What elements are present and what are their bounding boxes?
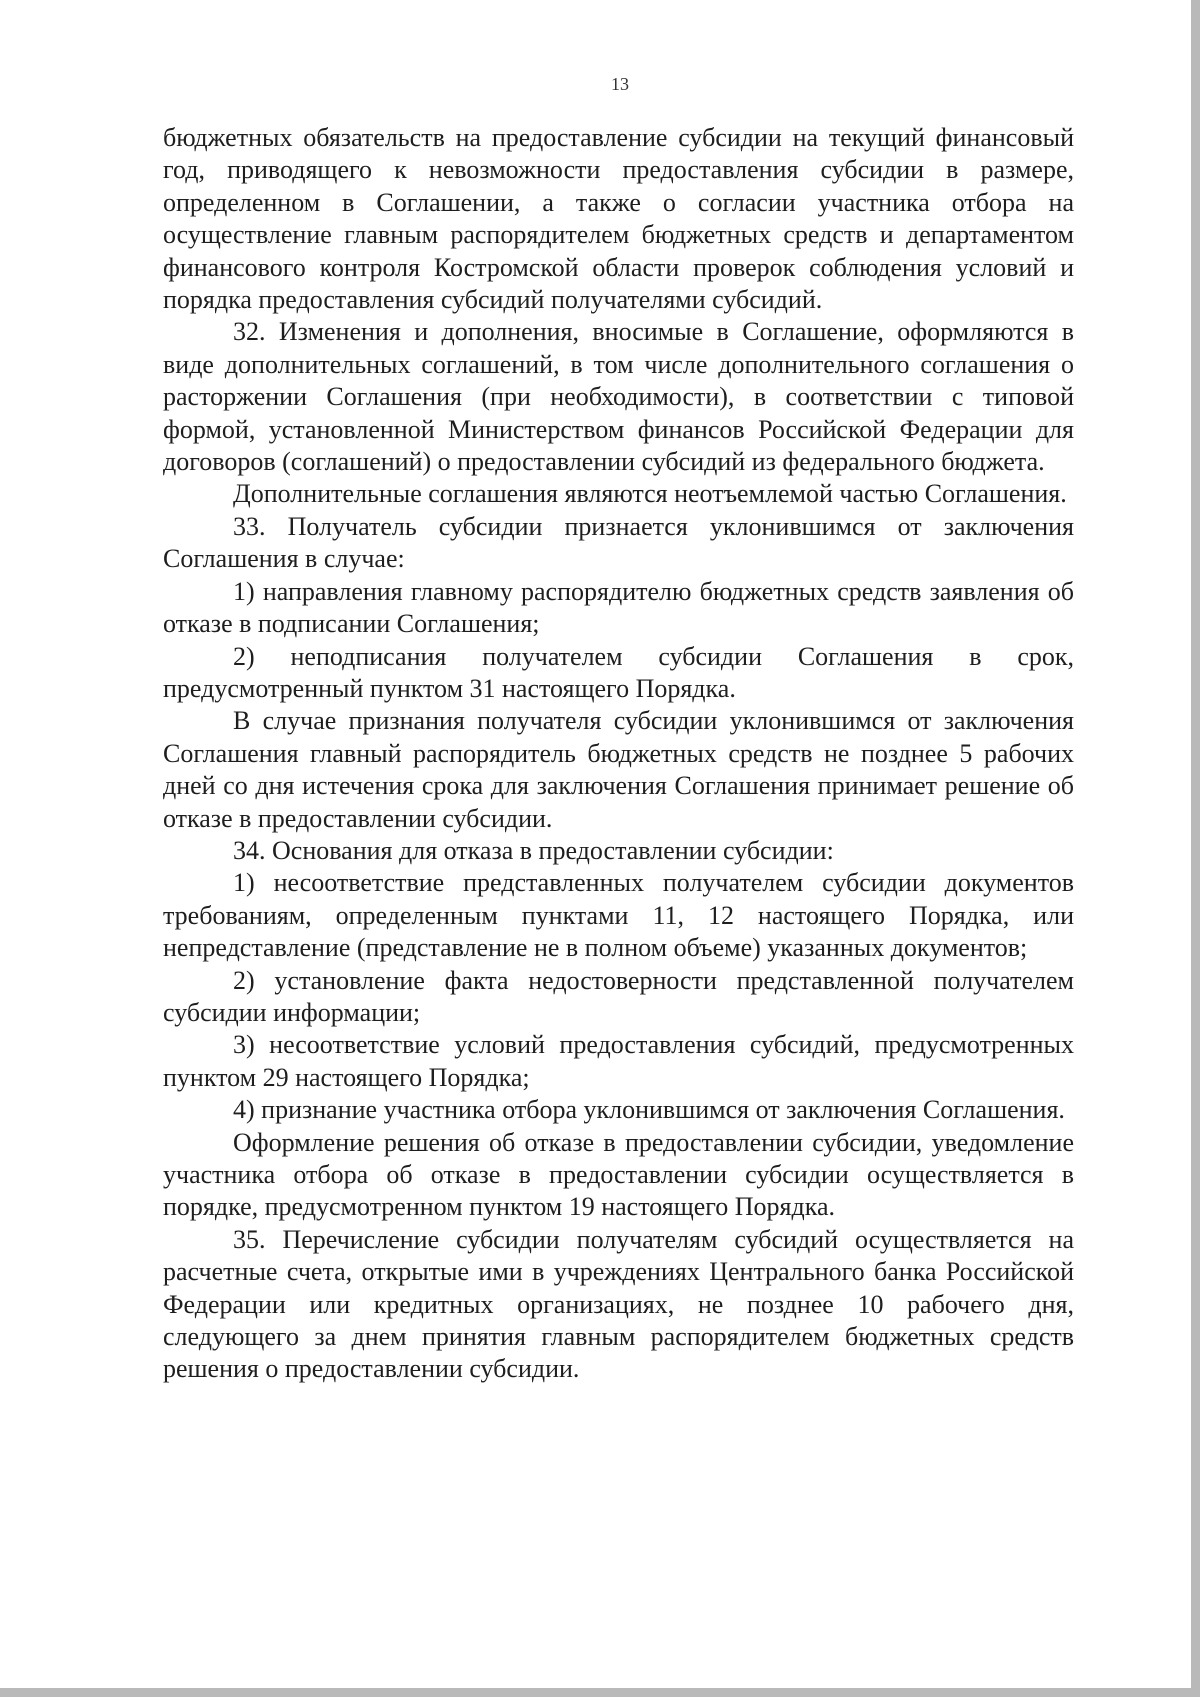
scan-edge-bottom [0, 1688, 1200, 1697]
paragraph-clause-33-item-2: 2) неподписания получателем субсидии Соглашения в срок, предусмотренный пунктом 31 настоящего Порядка. [163, 641, 1074, 703]
paragraph-clause-34: 34. Основания для отказа в предоставлении субсидии: [233, 835, 834, 865]
paragraph-clause-35: 35. Перечисление субсидии получателям субсидий осуществляется на расчетные счета, открытые ими в учреждениях Центрального банка Российской Федерации или кредитных организациях, не позднее 10 рабочего дня, следующего за днем принятия главным распорядителем бюджетных средств решения о предоставлении субсидии. [163, 1224, 1074, 1384]
paragraph-clause-33-item-1: 1) направления главному распорядителю бюджетных средств заявления об отказе в подписании Соглашения; [163, 576, 1074, 639]
paragraph-clause-34-item-2: 2) установление факта недостоверности представленной получателем субсидии информации; [163, 965, 1074, 1027]
paragraph-clause-33: 33. Получатель субсидии признается уклонившимся от заключения Соглашения в случае: [163, 511, 1074, 574]
page-number: 13 [611, 74, 629, 94]
paragraph-clause-34-item-3: 3) несоответствие условий предоставления субсидий, предусмотренных пунктом 29 настоящего Порядка; [163, 1030, 1074, 1092]
scan-edge-right [1191, 0, 1200, 1697]
paragraph-clause-34-item-1: 1) несоответствие представленных получателем субсидии документов требованиям, определенным пунктами 11, 12 настоящего Порядка, или непредставление (представление не в полном объеме) указанных документов; [163, 868, 1074, 963]
document-body [163, 122, 1074, 1386]
paragraph-continuation: бюджетных обязательств на предоставление субсидии на текущий финансовый год, приводящего к невозможности предоставления субсидии в размере, определенном в Соглашении, а также о согласии участника отбора на осуществление главным распорядителем бюджетных средств и департаментом финансового контроля Костромской области проверок соблюдения условий и порядка предоставления субсидий получателями субсидий. [163, 123, 1074, 315]
paragraph-additional-agreements: Дополнительные соглашения являются неотъемлемой частью Соглашения. [233, 479, 1067, 509]
paragraph-evasion-decision: В случае признания получателя субсидии уклонившимся от заключения Соглашения главный распорядитель бюджетных средств не позднее 5 рабочих дней со дня истечения срока для заключения Соглашения принимает решение об отказе в предоставлении субсидии. [163, 706, 1074, 833]
paragraph-refusal-notice: Оформление решения об отказе в предоставлении субсидии, уведомление участника отбора об отказе в предоставлении субсидии осуществляется в порядке, предусмотренном пунктом 19 настоящего Порядка. [163, 1127, 1074, 1222]
paragraph-clause-34-item-4: 4) признание участника отбора уклонившимся от заключения Соглашения. [233, 1095, 1065, 1125]
paragraph-clause-32: 32. Изменения и дополнения, вносимые в Соглашение, оформляются в виде дополнительных соглашений, в том числе дополнительного соглашения о расторжении Соглашения (при необходимости), в соответствии с типовой формой, установленной Министерством финансов Российской Федерации для договоров (соглашений) о предоставлении субсидий из федерального бюджета. [163, 317, 1074, 477]
